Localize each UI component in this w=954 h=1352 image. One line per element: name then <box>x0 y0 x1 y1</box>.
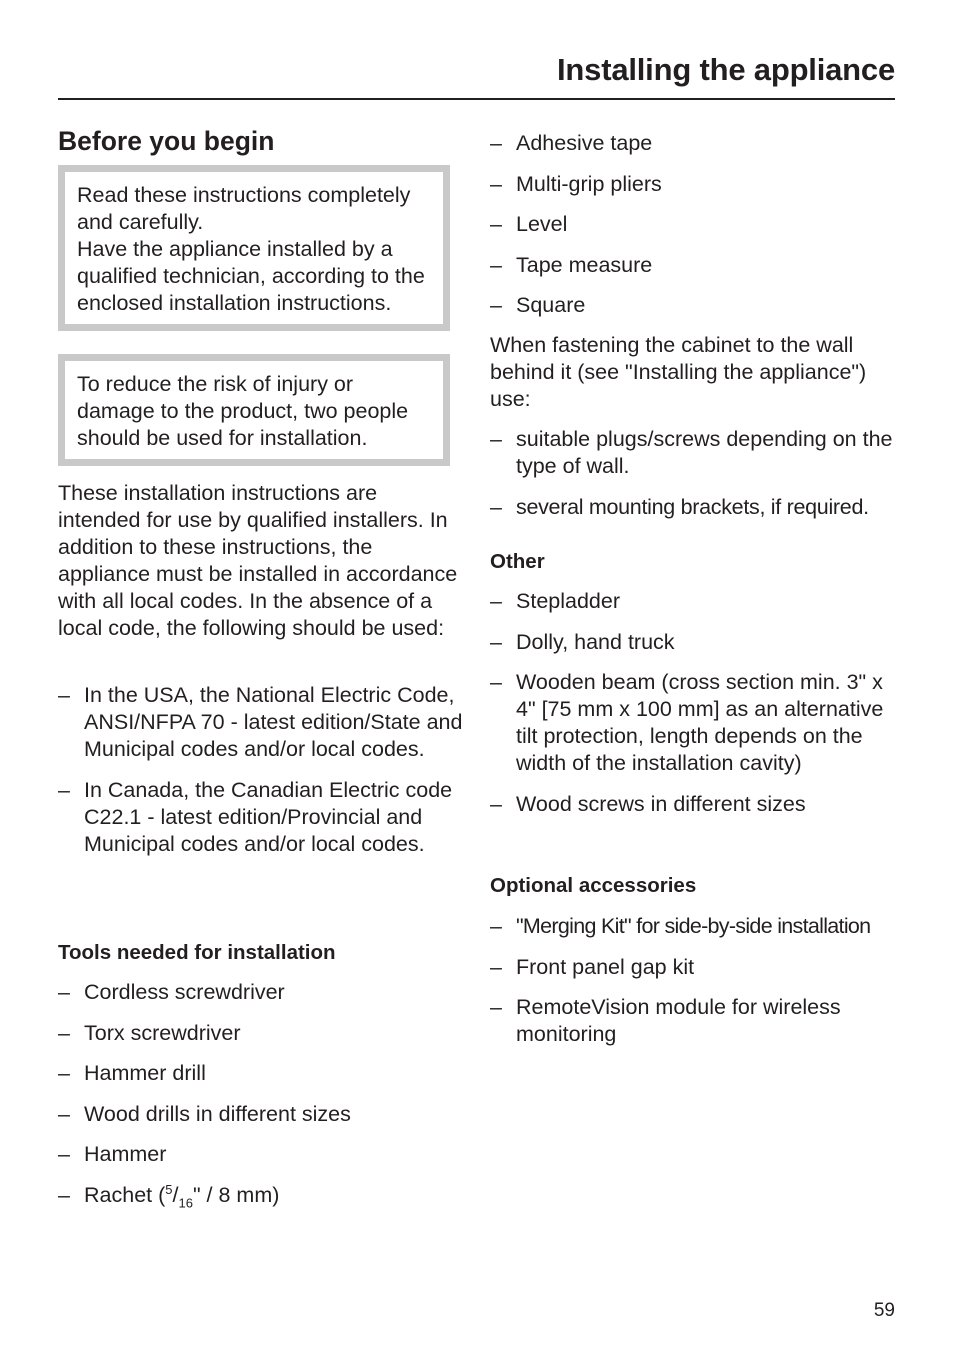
dash-bullet: – <box>490 791 502 816</box>
dash-bullet: – <box>490 995 502 1019</box>
tools-list <box>58 979 464 1222</box>
note-qualified-technician: Have the appliance installed by a qualified technician, according to the enclosed installation instructions. <box>77 237 425 315</box>
note-read-instructions: Read these instructions completely and carefully. <box>77 183 411 234</box>
dash-bullet: – <box>58 1182 70 1207</box>
dash-bullet: – <box>490 293 502 317</box>
other-list <box>490 588 890 831</box>
dash-bullet: – <box>490 131 502 155</box>
list-item-text: In the USA, the National Electric Code, ANSI/NFPA 70 - latest edition/State and Municipal codes and/or local codes. <box>84 683 463 761</box>
list-item <box>490 669 890 777</box>
rachet-prefix: Rachet ( <box>84 1182 166 1207</box>
intro-paragraph: These installation instructions are intended for use by qualified installers. In addition to these instructions, the appliance must be installed in accordance with all local codes. In the absence of a local code, the following should be used: <box>58 481 458 640</box>
list-item <box>58 682 464 763</box>
list-item-text: RemoteVision module for wireless monitoring <box>516 995 841 1046</box>
dash-bullet: – <box>490 589 502 613</box>
list-item-text: Square <box>516 293 586 317</box>
dash-bullet: – <box>58 1101 70 1126</box>
list-item <box>490 292 900 319</box>
dash-bullet: – <box>490 212 502 236</box>
list-item <box>58 1060 464 1087</box>
dash-bullet: – <box>58 1061 70 1085</box>
list-item <box>58 1141 464 1168</box>
list-item-text: Front panel gap kit <box>516 954 695 979</box>
optional-heading: Optional accessories <box>490 874 697 897</box>
list-item <box>490 426 900 480</box>
dash-bullet: – <box>490 670 502 694</box>
fastening-list <box>490 426 900 534</box>
fraction-slash: / <box>172 1182 179 1207</box>
list-item <box>490 791 890 818</box>
dash-bullet: – <box>58 1142 70 1166</box>
list-item <box>490 130 900 157</box>
dash-bullet: – <box>58 980 70 1004</box>
list-item <box>490 494 900 521</box>
other-heading: Other <box>490 550 545 573</box>
fraction-denominator: 16 <box>178 1194 193 1210</box>
list-item-rachet <box>58 1182 464 1209</box>
list-item-text: several mounting brackets, if required. <box>516 494 869 519</box>
page-number: 59 <box>873 1300 895 1321</box>
fastening-paragraph: When fastening the cabinet to the wall behind it (see "Installing the appliance") use: <box>490 333 867 411</box>
list-item-text: Stepladder <box>516 589 620 613</box>
list-item <box>490 171 900 198</box>
list-item-text: Cordless screwdriver <box>84 980 285 1004</box>
rachet-suffix: " / 8 mm) <box>192 1182 280 1207</box>
dash-bullet: – <box>490 914 502 938</box>
dash-bullet: – <box>490 494 502 519</box>
header-divider <box>58 98 895 100</box>
codes-list <box>58 682 464 871</box>
list-item-text: Hammer drill <box>84 1061 206 1085</box>
dash-bullet: – <box>490 427 502 451</box>
list-item-text: Torx screwdriver <box>84 1020 241 1045</box>
dash-bullet: – <box>58 683 70 707</box>
list-item-text: Hammer <box>84 1142 167 1166</box>
list-item <box>490 588 890 615</box>
list-item <box>490 629 890 656</box>
list-item-text: Wood drills in different sizes <box>84 1101 351 1126</box>
list-item-text: In Canada, the Canadian Electric code C22.1 - latest edition/Provincial and Municipal codes and/or local codes. <box>84 777 453 856</box>
dash-bullet: – <box>490 954 502 979</box>
list-item-text: "Merging Kit" for side-by-side installation <box>516 914 871 938</box>
list-item <box>490 211 900 238</box>
page-header-title: Installing the appliance <box>557 52 895 87</box>
tools-list-continued <box>490 130 900 333</box>
dash-bullet: – <box>58 1020 70 1045</box>
list-item <box>490 994 900 1048</box>
safety-note-box <box>58 354 450 466</box>
list-item-text: Multi-grip pliers <box>516 171 662 196</box>
list-item <box>58 777 464 858</box>
optional-list <box>490 913 900 1062</box>
instructions-note-box <box>58 165 450 331</box>
list-item-text: suitable plugs/screws depending on the type of wall. <box>516 427 893 478</box>
dash-bullet: – <box>490 252 502 277</box>
note-two-people: To reduce the risk of injury or damage to the product, two people should be used for installation. <box>77 372 409 450</box>
list-item-text: Dolly, hand truck <box>516 629 675 654</box>
dash-bullet: – <box>490 171 502 196</box>
list-item-text: Adhesive tape <box>516 131 653 155</box>
list-item <box>490 252 900 279</box>
fraction-numerator: 5 <box>165 1181 173 1197</box>
list-item <box>58 979 464 1006</box>
list-item <box>58 1101 464 1128</box>
list-item-text: Wooden beam (cross section min. 3" x 4" [75 mm x 100 mm] as an alternative tilt protection, length depends on the width of the installation cavity) <box>516 670 884 775</box>
section-title: Before you begin <box>58 126 275 156</box>
list-item-text: Tape measure <box>516 252 653 277</box>
list-item <box>490 954 900 981</box>
list-item <box>58 1020 464 1047</box>
dash-bullet: – <box>58 777 70 802</box>
list-item-text: Wood screws in different sizes <box>516 791 806 816</box>
list-item <box>490 913 900 940</box>
dash-bullet: – <box>490 629 502 654</box>
list-item-text: Level <box>516 212 568 236</box>
tools-heading: Tools needed for installation <box>58 941 336 964</box>
